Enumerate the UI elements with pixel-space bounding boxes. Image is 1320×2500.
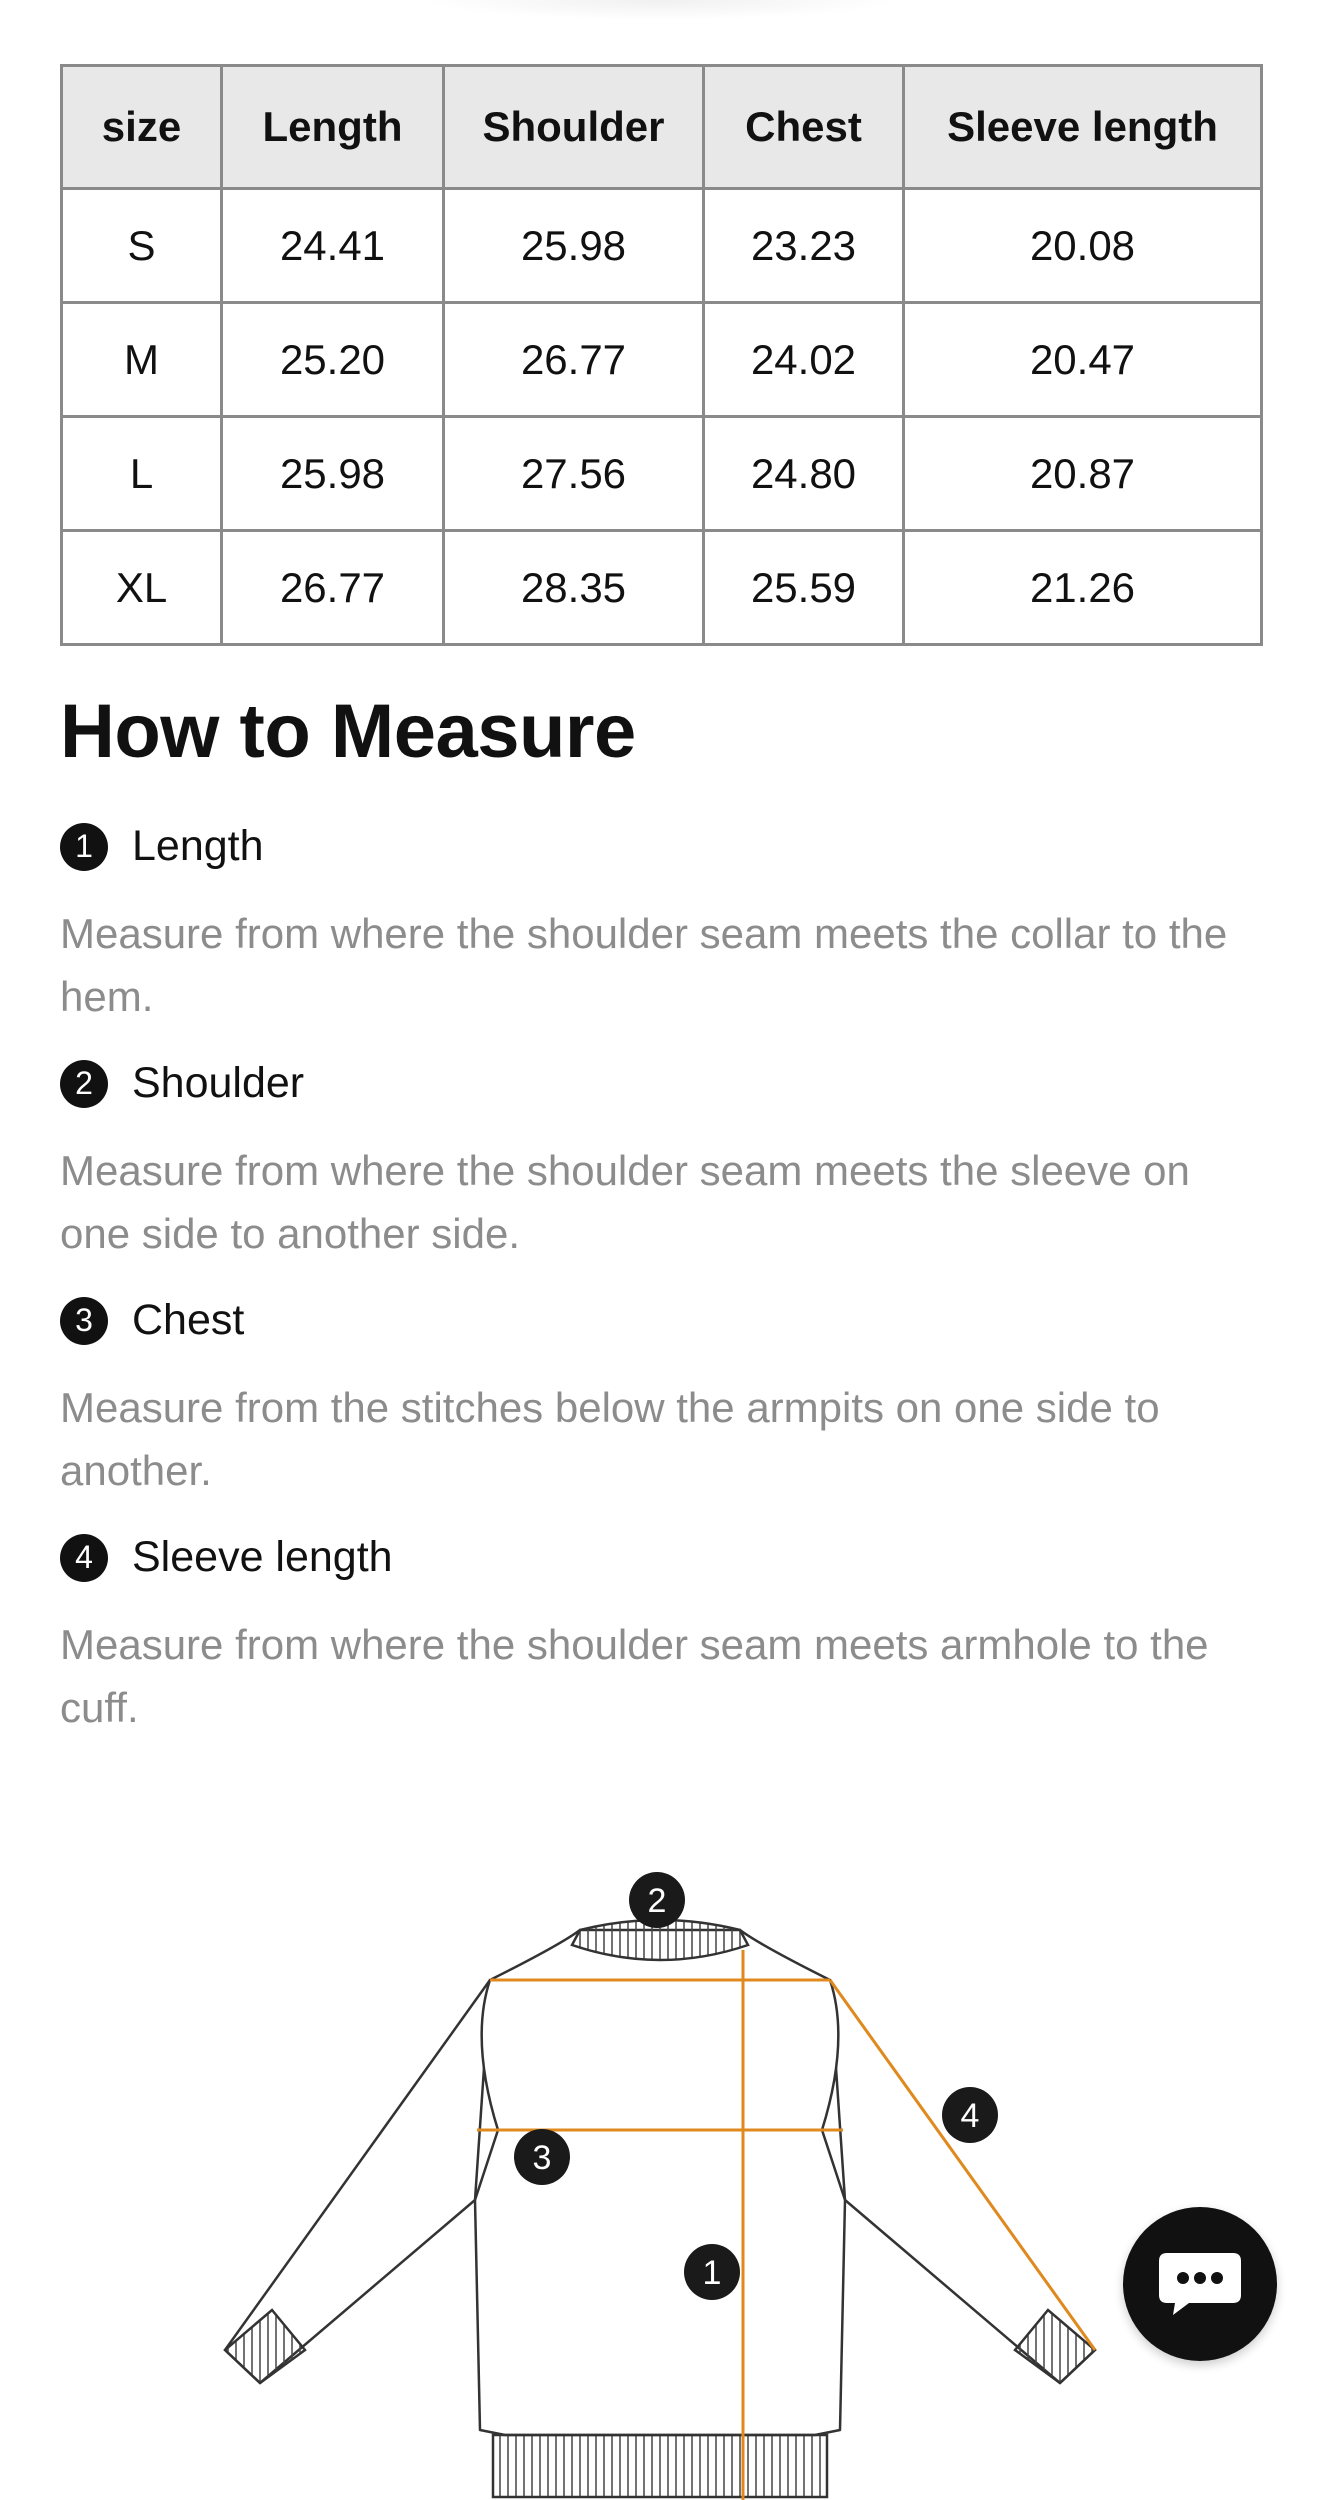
table-cell: 20.08 [904,189,1262,303]
top-fade [420,0,900,20]
header-chest: Chest [704,66,904,189]
table-cell: M [62,303,222,417]
table-header-row [62,66,1262,189]
step-title: Sleeve length [132,1533,393,1581]
marker-2-icon [629,1872,685,1928]
sweater-measurement-diagram [200,1850,1120,2500]
size-chart-table [60,64,1263,646]
svg-text:1: 1 [702,2254,722,2292]
table-cell: 25.98 [222,417,444,531]
table-cell: 26.77 [444,303,704,417]
step-chest-heading [60,1296,244,1345]
table-cell: 25.59 [704,531,904,645]
table-cell: 23.23 [704,189,904,303]
chat-bubble-icon [1155,2249,1245,2319]
marker-4-icon [942,2087,998,2143]
sweater-outline [225,1930,1095,2435]
table-cell: 24.80 [704,417,904,531]
table-row [62,303,1262,417]
table-cell: L [62,417,222,531]
header-shoulder: Shoulder [444,66,704,189]
table-cell: 26.77 [222,531,444,645]
table-cell: 28.35 [444,531,704,645]
table-cell: 20.47 [904,303,1262,417]
table-cell: XL [62,531,222,645]
marker-1-icon [684,2244,740,2300]
step-number-badge: 2 [60,1060,108,1108]
step-number-badge: 1 [60,823,108,871]
table-cell: 25.98 [444,189,704,303]
table-cell: 24.41 [222,189,444,303]
step-title: Length [132,822,264,870]
table-cell: 27.56 [444,417,704,531]
hem [493,2435,827,2497]
marker-3-icon [514,2129,570,2185]
step-description: Measure from where the shoulder seam meets the sleeve on one side to another side. [60,1147,1190,1257]
step-title: Chest [132,1296,245,1344]
header-size: size [62,66,222,189]
table-row [62,531,1262,645]
step-length-heading [60,822,264,871]
header-sleeve-length: Sleeve length [904,66,1262,189]
step-shoulder-heading [60,1059,304,1108]
table-row [62,189,1262,303]
chat-button[interactable] [1123,2207,1277,2361]
step-description: Measure from where the shoulder seam meets the collar to the hem. [60,910,1228,1020]
step-number-badge: 3 [60,1297,108,1345]
step-number-badge: 4 [60,1534,108,1582]
svg-text:2: 2 [647,1882,667,1920]
step-description: Measure from where the shoulder seam meets armhole to the cuff. [60,1621,1209,1731]
how-to-measure-title: How to Measure [60,689,636,774]
table-cell: S [62,189,222,303]
table-cell: 20.87 [904,417,1262,531]
table-cell: 21.26 [904,531,1262,645]
table-cell: 24.02 [704,303,904,417]
table-row [62,417,1262,531]
step-description: Measure from the stitches below the armpits on one side to another. [60,1384,1160,1494]
step-sleeve-heading [60,1533,393,1582]
table-cell: 25.20 [222,303,444,417]
svg-text:3: 3 [532,2139,552,2177]
svg-text:4: 4 [960,2097,980,2135]
header-length: Length [222,66,444,189]
step-title: Shoulder [132,1059,305,1107]
